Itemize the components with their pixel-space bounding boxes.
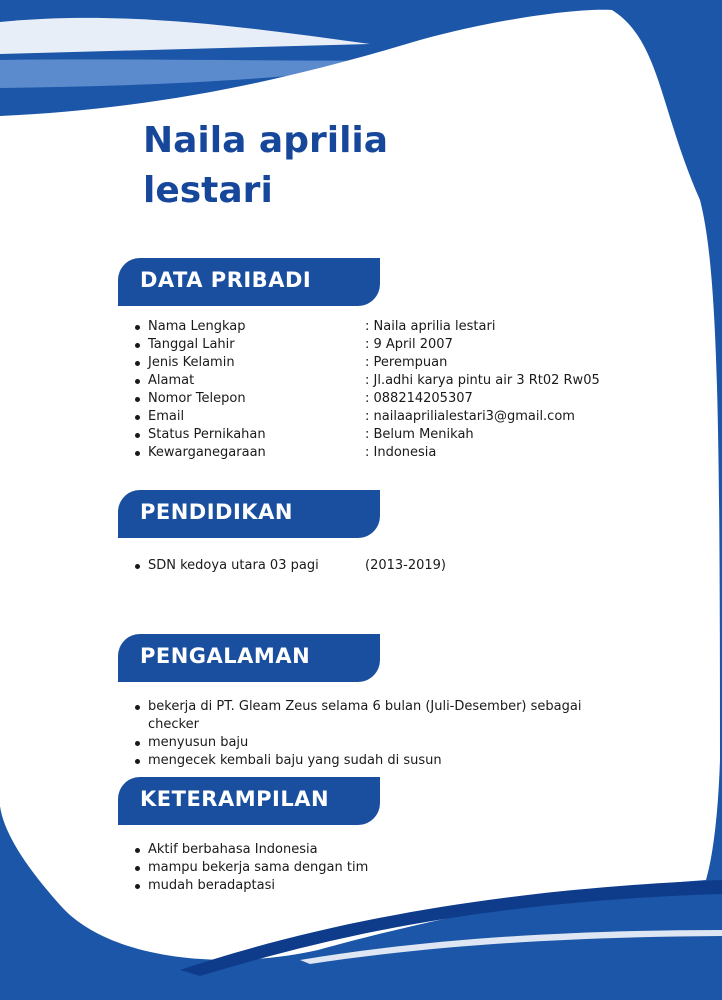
bullet-icon bbox=[135, 451, 140, 456]
bullet-icon bbox=[135, 397, 140, 402]
skill-text: mampu bekerja sama dengan tim bbox=[148, 860, 369, 875]
bullet-icon bbox=[135, 866, 140, 871]
experience-text: mengecek kembali baju yang sudah di susun bbox=[148, 753, 442, 768]
section-title-experience: PENGALAMAN bbox=[140, 644, 311, 668]
field-value: : Indonesia bbox=[365, 445, 437, 460]
bullet-icon bbox=[135, 325, 140, 330]
experience-text: bekerja di PT. Gleam Zeus selama 6 bulan (Juli-Desember) sebagai bbox=[148, 699, 582, 714]
bullet-icon bbox=[135, 415, 140, 420]
section-header-personal bbox=[118, 258, 380, 306]
field-label: Alamat bbox=[148, 373, 195, 388]
section-title-skills: KETERAMPILAN bbox=[140, 787, 330, 811]
field-label: Tanggal Lahir bbox=[148, 337, 235, 352]
field-value: : Perempuan bbox=[365, 355, 448, 370]
field-value: : 9 April 2007 bbox=[365, 337, 453, 352]
section-title-personal: DATA PRIBADI bbox=[140, 268, 312, 292]
bullet-icon bbox=[135, 705, 140, 710]
cv-name: Naila aprilia lestari bbox=[143, 120, 389, 211]
experience-text: menyusun baju bbox=[148, 735, 249, 750]
field-label: Jenis Kelamin bbox=[148, 355, 235, 370]
section-title-education: PENDIDIKAN bbox=[140, 500, 293, 524]
field-value: : 088214205307 bbox=[365, 391, 473, 406]
bullet-icon bbox=[135, 759, 140, 764]
field-label: Kewarganegaraan bbox=[148, 445, 266, 460]
bullet-icon bbox=[135, 741, 140, 746]
field-label: Status Pernikahan bbox=[148, 427, 266, 442]
section-header-skills bbox=[118, 777, 380, 825]
bullet-icon bbox=[135, 848, 140, 853]
field-label: Nomor Telepon bbox=[148, 391, 246, 406]
field-label: Nama Lengkap bbox=[148, 319, 246, 334]
field-value: : Belum Menikah bbox=[365, 427, 474, 442]
bullet-icon bbox=[135, 433, 140, 438]
top-wave-stripe bbox=[0, 18, 370, 54]
skill-text: Aktif berbahasa Indonesia bbox=[148, 842, 318, 857]
bullet-icon bbox=[135, 884, 140, 889]
bullet-icon bbox=[135, 343, 140, 348]
education-period: (2013-2019) bbox=[365, 558, 447, 573]
school-name: SDN kedoya utara 03 pagi bbox=[148, 558, 319, 573]
bullet-icon bbox=[135, 361, 140, 366]
experience-continuation: checker bbox=[148, 717, 199, 732]
field-value: : Naila aprilia lestari bbox=[365, 319, 496, 334]
section-header-education bbox=[118, 490, 380, 538]
section-header-experience bbox=[118, 634, 380, 682]
field-value: : Jl.adhi karya pintu air 3 Rt02 Rw05 bbox=[365, 373, 600, 388]
bullet-icon bbox=[135, 564, 140, 569]
bullet-icon bbox=[135, 379, 140, 384]
field-value: : nailaaprilialestari3@gmail.com bbox=[365, 409, 575, 424]
skill-text: mudah beradaptasi bbox=[148, 878, 275, 893]
field-label: Email bbox=[148, 409, 185, 424]
